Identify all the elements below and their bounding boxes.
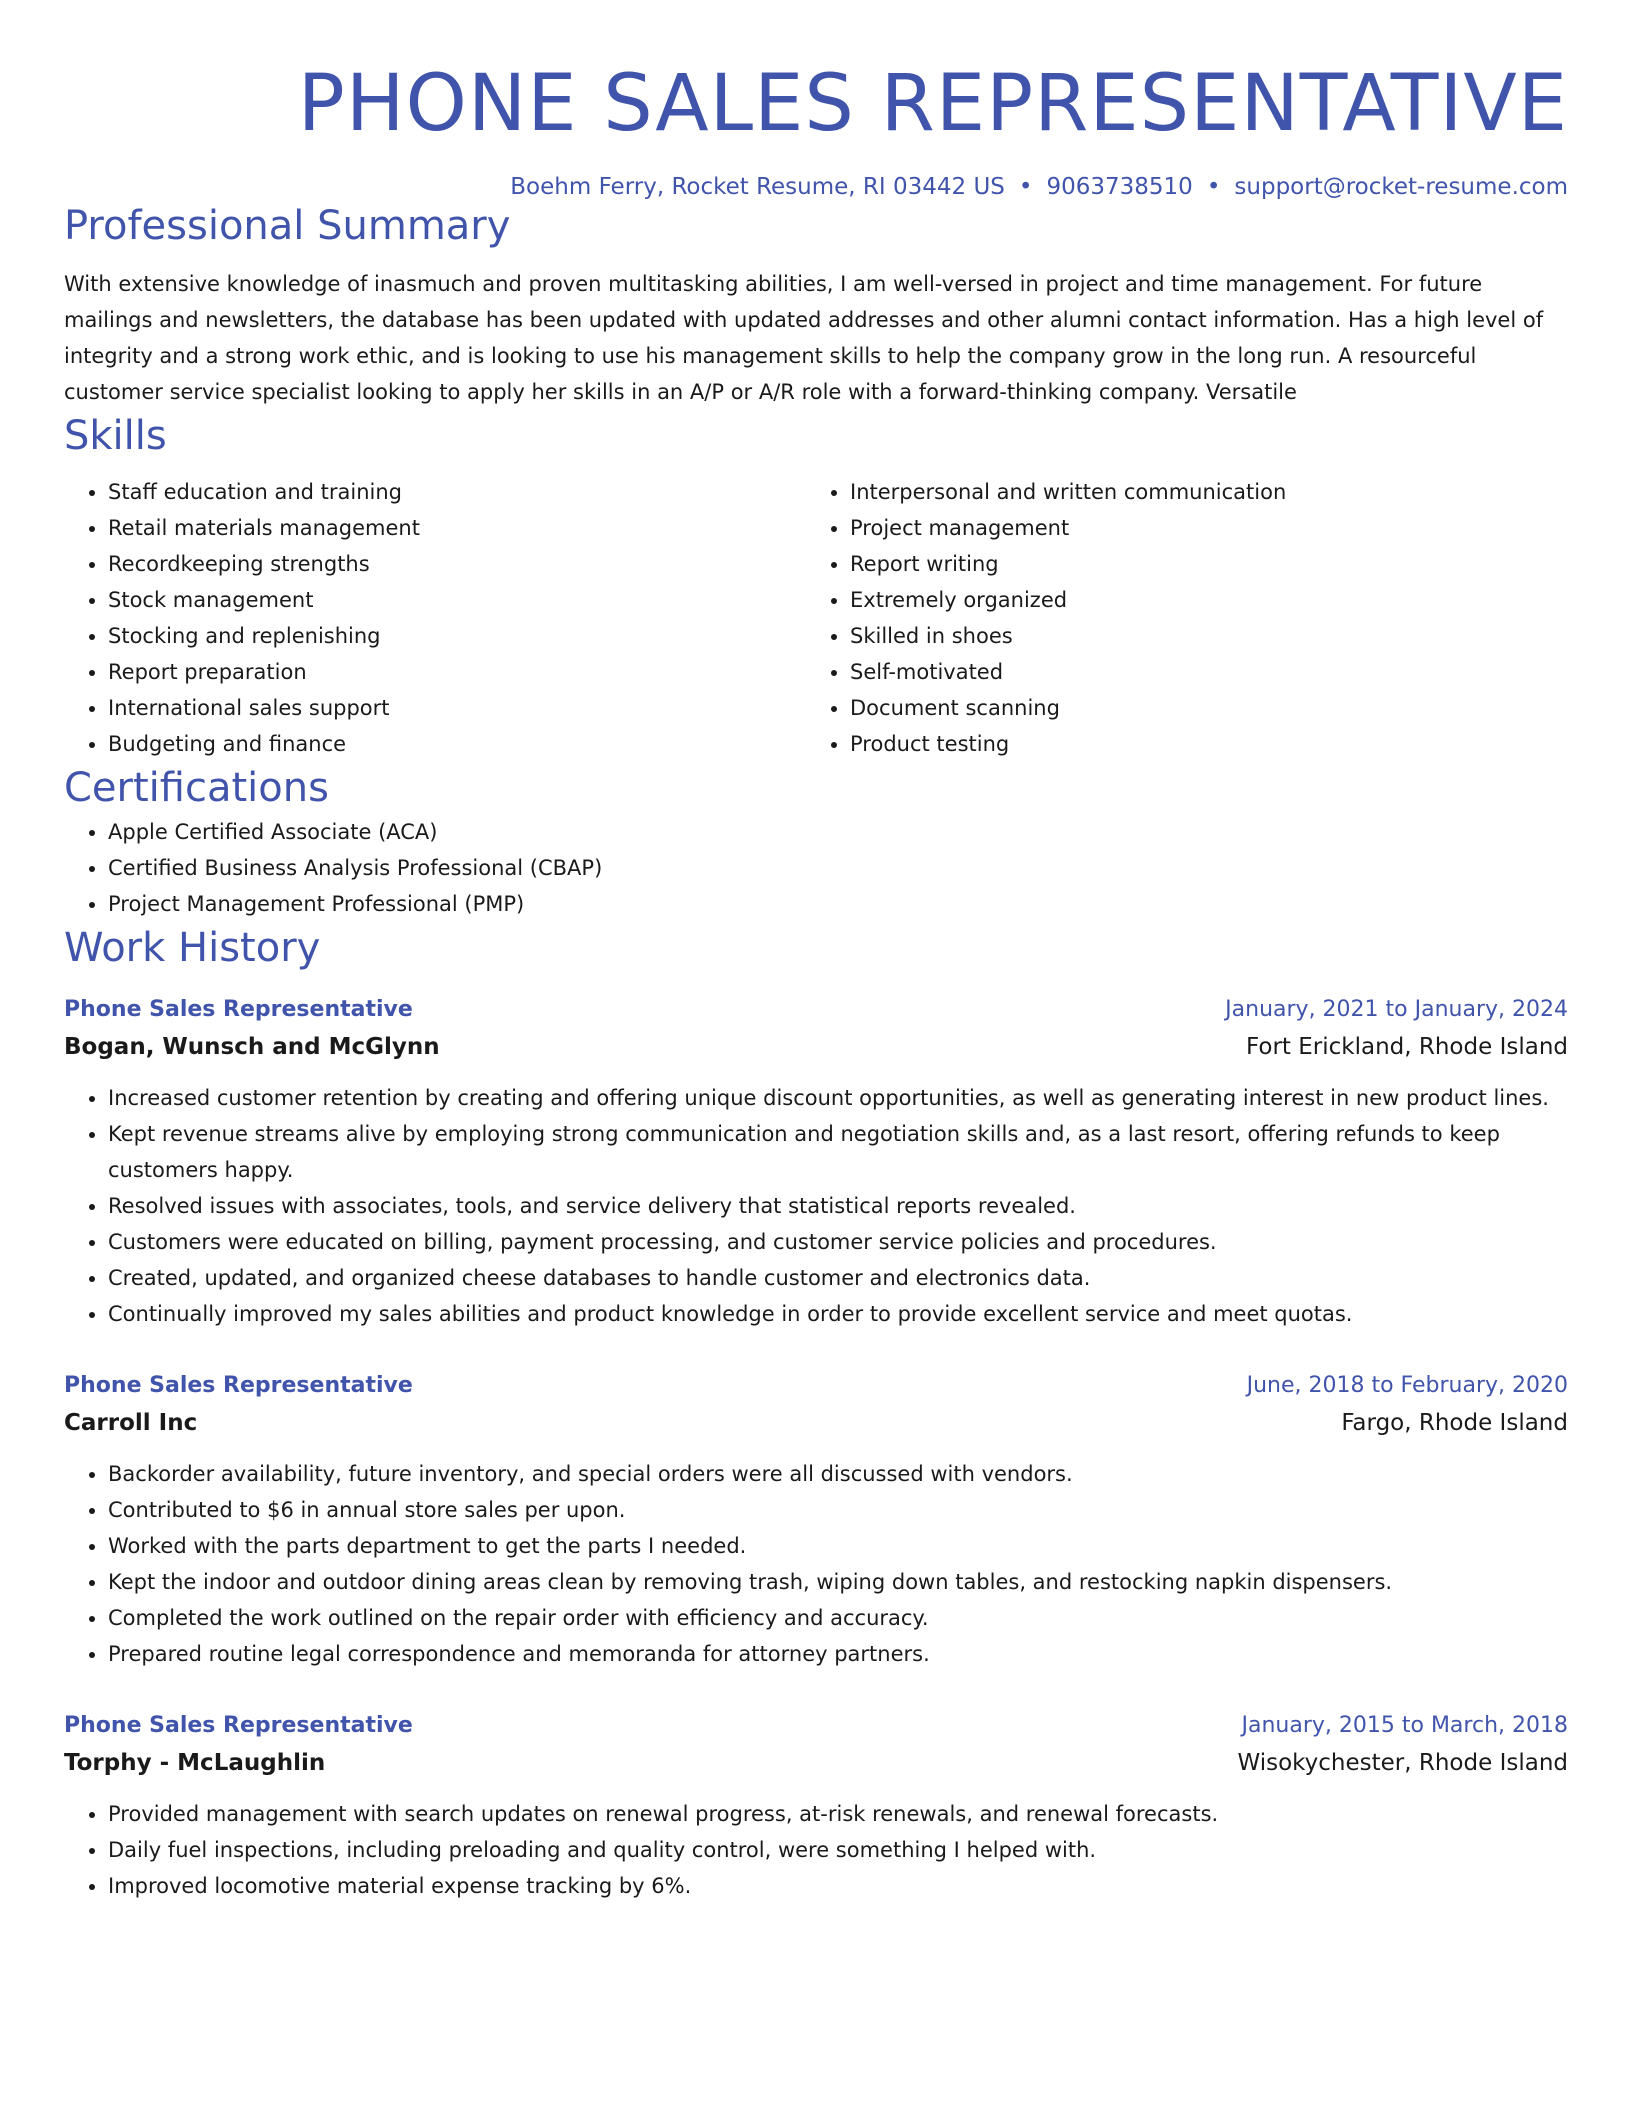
- skill-item: • Interpersonal and written communication: [850, 474, 1548, 510]
- contact-address: Boehm Ferry, Rocket Resume, RI 03442 US: [510, 174, 1005, 200]
- job-entry: [64, 1368, 1568, 1672]
- job-title: Phone Sales Representative: [64, 1373, 413, 1398]
- job-header-row: [64, 1368, 1568, 1404]
- work-history-heading: Work History: [64, 925, 321, 971]
- job-header-row: [64, 992, 1568, 1028]
- job-company: Bogan, Wunsch and McGlynn: [64, 1034, 440, 1060]
- skill-item: • Report writing: [850, 546, 1548, 582]
- contact-email: support@rocket-resume.com: [1234, 174, 1568, 200]
- certification-item: • Apple Certified Associate (ACA): [108, 814, 1568, 850]
- skill-item: • Skilled in shoes: [850, 618, 1548, 654]
- skill-item: • Project management: [850, 510, 1548, 546]
- skill-item: • Extremely organized: [850, 582, 1548, 618]
- job-bullets: [64, 1080, 1568, 1332]
- job-entry: [64, 992, 1568, 1332]
- job-bullet: • Backorder availability, future inventory, and special orders were all discussed with vendors.: [108, 1456, 1568, 1492]
- contact-separator: •: [1018, 174, 1033, 200]
- job-company: Torphy - McLaughlin: [64, 1750, 326, 1776]
- contact-phone: 9063738510: [1046, 174, 1193, 200]
- job-title: Phone Sales Representative: [64, 1713, 413, 1738]
- skills-list-left: [64, 474, 806, 762]
- job-bullet: • Created, updated, and organized cheese databases to handle customer and electronics data.: [108, 1260, 1568, 1296]
- job-title: Phone Sales Representative: [64, 997, 413, 1022]
- certifications-list: [64, 814, 1568, 922]
- job-bullet: • Resolved issues with associates, tools, and service delivery that statistical reports revealed.: [108, 1188, 1568, 1224]
- job-location: Wisokychester, Rhode Island: [1237, 1750, 1568, 1776]
- skill-item: • Report preparation: [108, 654, 806, 690]
- job-bullet: • Completed the work outlined on the repair order with efficiency and accuracy.: [108, 1600, 1568, 1636]
- job-bullet: • Provided management with search updates on renewal progress, at-risk renewals, and renewal forecasts.: [108, 1796, 1568, 1832]
- certification-item: • Project Management Professional (PMP): [108, 886, 1568, 922]
- skill-item: • International sales support: [108, 690, 806, 726]
- summary-text: With extensive knowledge of inasmuch and proven multitasking abilities, I am well-versed in project and time management. For future mailings and newsletters, the database has been updated with updated addresses and other alumni contact information. Has a high level of integrity and a strong work ethic, and is looking to use his management skills to help the company grow in the long run. A resourceful customer service specialist looking to apply her skills in an A/P or A/R role with a forward-thinking company. Versatile: [64, 272, 1544, 404]
- skill-item: • Budgeting and finance: [108, 726, 806, 762]
- skill-item: • Product testing: [850, 726, 1548, 762]
- resume-page: [64, 0, 1568, 1904]
- resume-name: PHONE SALES REPRESENTATIVE: [297, 59, 1568, 149]
- skills-column-left: [64, 474, 806, 762]
- job-dates: January, 2015 to March, 2018: [1241, 1713, 1568, 1738]
- skills-list-right: [806, 474, 1548, 762]
- skill-item: • Self-motivated: [850, 654, 1548, 690]
- job-location: Fargo, Rhode Island: [1341, 1410, 1568, 1436]
- job-entry: [64, 1708, 1568, 1904]
- skill-item: • Stock management: [108, 582, 806, 618]
- job-company-row: [64, 1028, 1568, 1066]
- job-dates: June, 2018 to February, 2020: [1246, 1373, 1568, 1398]
- summary-heading: Professional Summary: [64, 203, 511, 249]
- job-bullet: • Worked with the parts department to get the parts I needed.: [108, 1528, 1568, 1564]
- job-company-row: [64, 1744, 1568, 1782]
- skill-item: • Retail materials management: [108, 510, 806, 546]
- job-bullet: • Continually improved my sales abilities and product knowledge in order to provide excellent service and meet quotas.: [108, 1296, 1568, 1332]
- job-bullet: • Kept the indoor and outdoor dining areas clean by removing trash, wiping down tables, and restocking napkin dispensers.: [108, 1564, 1568, 1600]
- job-bullet: • Customers were educated on billing, payment processing, and customer service policies and procedures.: [108, 1224, 1568, 1260]
- skill-item: • Stocking and replenishing: [108, 618, 806, 654]
- skill-item: • Recordkeeping strengths: [108, 546, 806, 582]
- certifications-heading: Certifications: [64, 765, 329, 811]
- skills-heading: Skills: [64, 413, 167, 459]
- job-company: Carroll Inc: [64, 1410, 198, 1436]
- certification-item: • Certified Business Analysis Professional (CBAP): [108, 850, 1568, 886]
- job-bullet: • Kept revenue streams alive by employing strong communication and negotiation skills and, as a last resort, offering refunds to keep customers happy.: [108, 1116, 1568, 1188]
- job-bullet: • Improved locomotive material expense tracking by 6%.: [108, 1868, 1568, 1904]
- contact-line: [64, 174, 1568, 200]
- contact-separator: •: [1206, 174, 1221, 200]
- job-bullet: • Daily fuel inspections, including preloading and quality control, were something I helped with.: [108, 1832, 1568, 1868]
- job-bullet: • Increased customer retention by creating and offering unique discount opportunities, as well as generating interest in new product lines.: [108, 1080, 1568, 1116]
- skill-item: • Staff education and training: [108, 474, 806, 510]
- skills-grid: [64, 474, 1568, 762]
- job-bullets: [64, 1456, 1568, 1672]
- job-bullet: • Prepared routine legal correspondence and memoranda for attorney partners.: [108, 1636, 1568, 1672]
- job-location: Fort Erickland, Rhode Island: [1245, 1034, 1568, 1060]
- job-header-row: [64, 1708, 1568, 1744]
- job-company-row: [64, 1404, 1568, 1442]
- job-dates: January, 2021 to January, 2024: [1225, 997, 1568, 1022]
- skill-item: • Document scanning: [850, 690, 1548, 726]
- job-bullets: [64, 1796, 1568, 1904]
- skills-column-right: [806, 474, 1548, 762]
- job-bullet: • Contributed to $6 in annual store sales per upon.: [108, 1492, 1568, 1528]
